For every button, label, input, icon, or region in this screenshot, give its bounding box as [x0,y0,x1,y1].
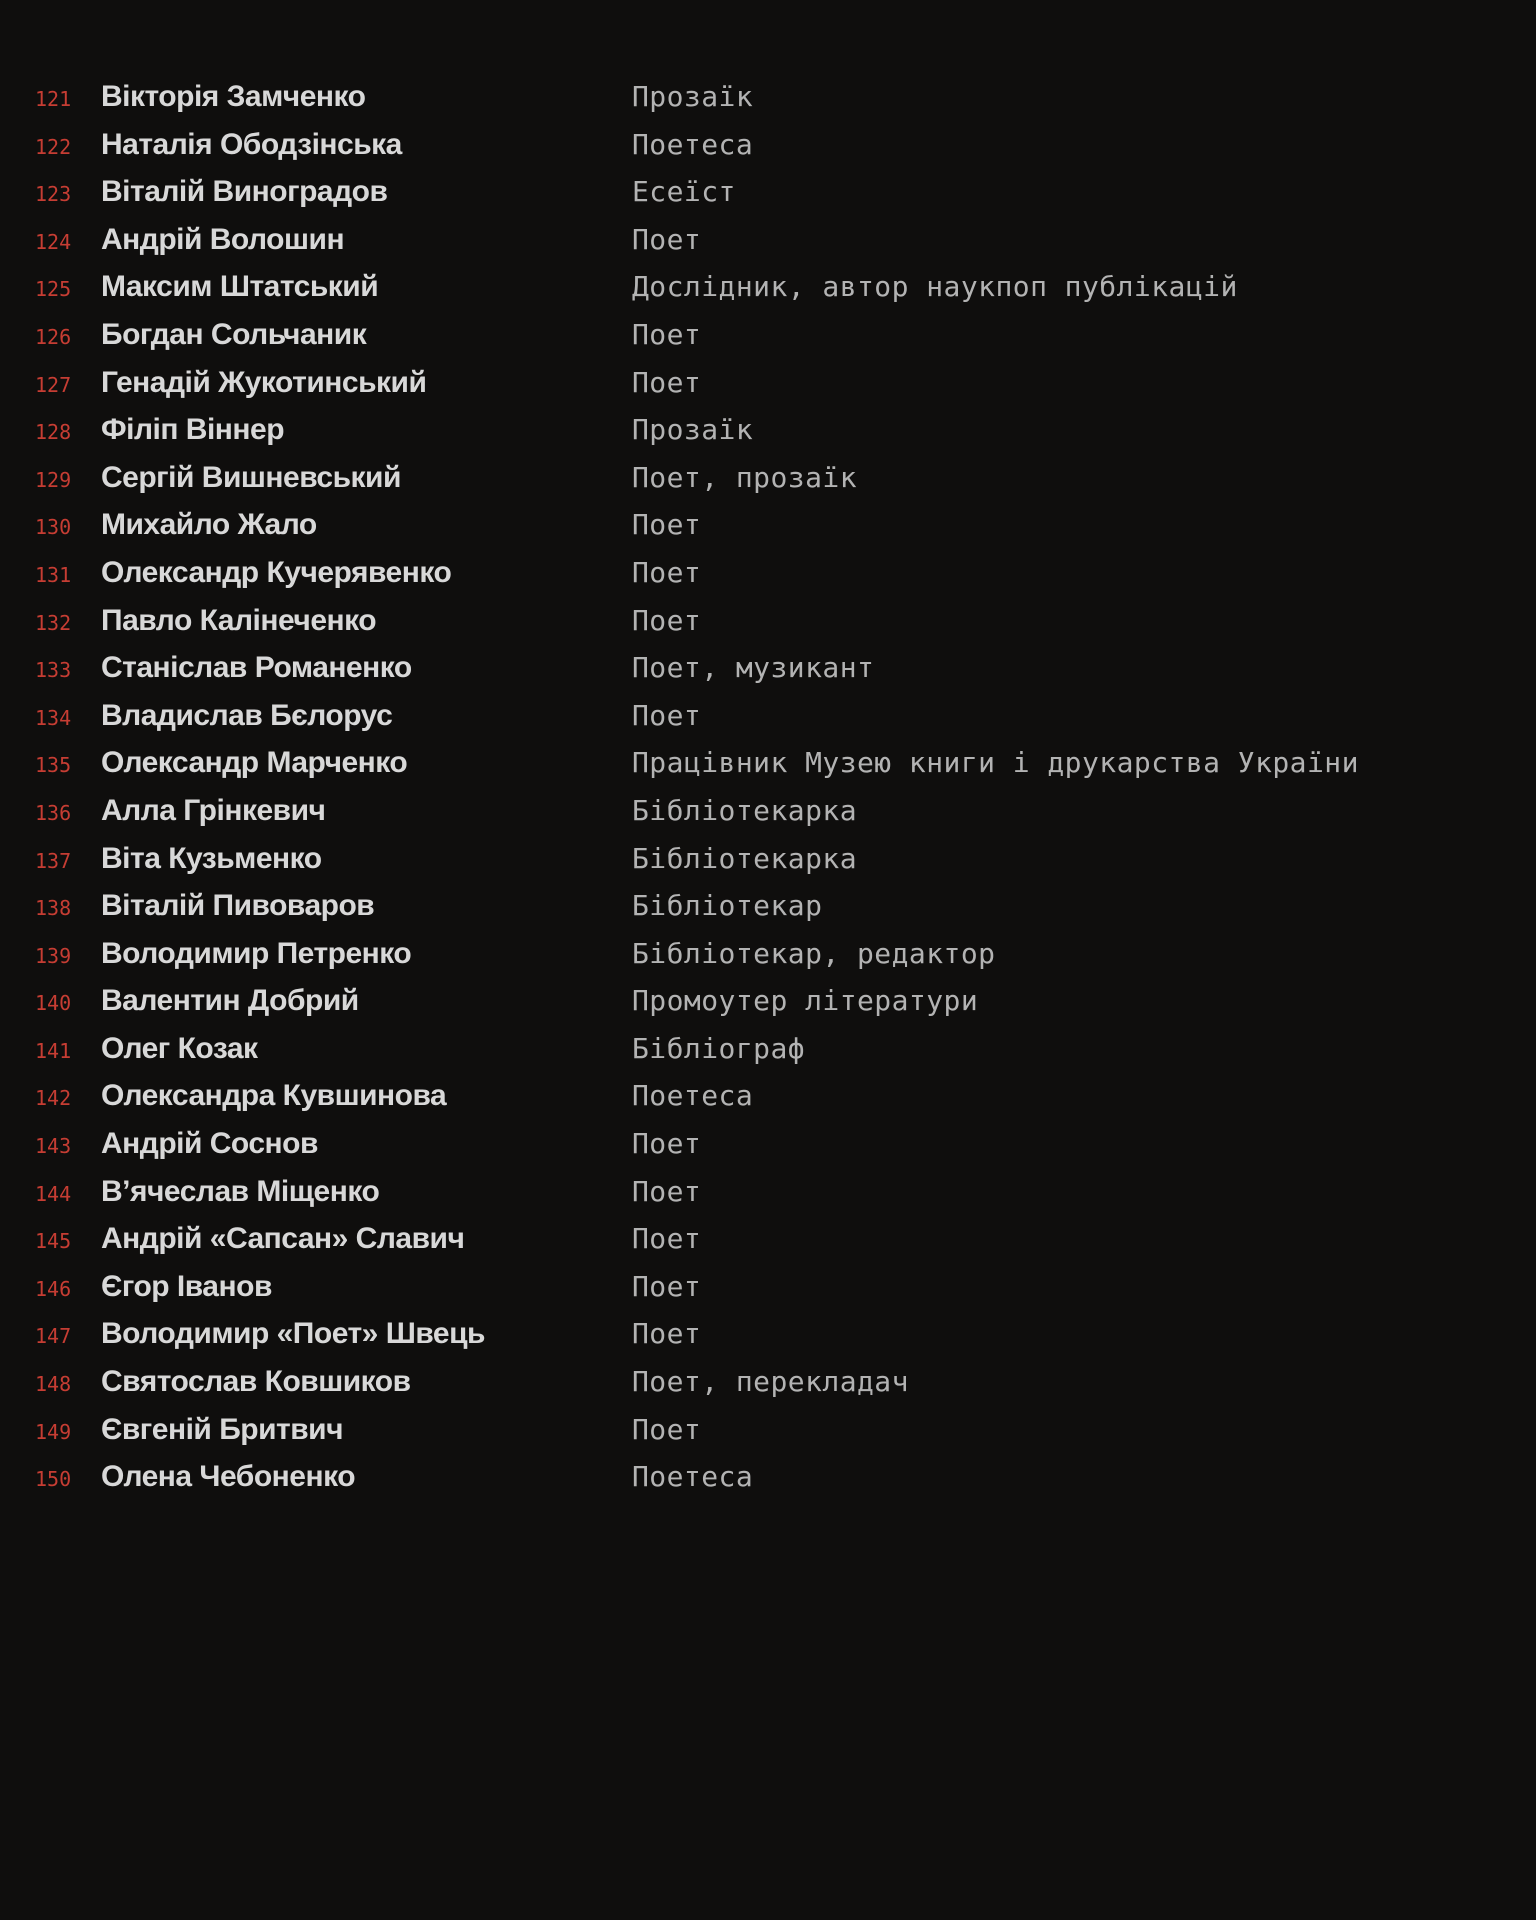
list-item [35,1358,1506,1406]
row-number: 135 [35,753,72,778]
person-role: Бібліотекар [632,889,823,923]
list-item [35,1263,1506,1311]
row-number: 141 [35,1038,72,1063]
person-name: Генадій Жукотинський [101,365,427,399]
person-role: Поет [632,1174,702,1208]
person-role: Поет [632,365,702,399]
list-item [35,692,1506,740]
person-role: Поет [632,1269,702,1303]
row-number: 145 [35,1229,72,1254]
row-number: 143 [35,1134,72,1159]
list-item [35,501,1506,549]
person-name: Валентин Добрий [101,984,359,1018]
list-item [35,1120,1506,1168]
person-role: Поетеса [632,1079,754,1113]
list-item [35,549,1506,597]
person-role: Поет [632,698,702,732]
row-number: 140 [35,991,72,1016]
person-role: Поет [632,555,702,589]
row-number: 122 [35,134,72,159]
person-role: Бібліотекарка [632,841,857,875]
list-item [35,1453,1506,1501]
person-name: Володимир Петренко [101,936,412,970]
person-role: Поет [632,1127,702,1161]
list-item [35,406,1506,454]
person-name: Олександр Кучерявенко [101,555,452,589]
list-item [35,168,1506,216]
person-name: Єгор Іванов [101,1269,272,1303]
list-item [35,1025,1506,1073]
list-item [35,311,1506,359]
row-number: 142 [35,1086,72,1111]
person-role: Есеїст [632,175,736,209]
row-number: 139 [35,943,72,968]
list-item [35,882,1506,930]
row-number: 126 [35,324,72,349]
person-role: Прозаїк [632,413,754,447]
person-role: Бібліотекар, редактор [632,936,996,970]
row-number: 128 [35,420,72,445]
person-role: Поет [632,222,702,256]
person-role: Поетеса [632,127,754,161]
list-item [35,977,1506,1025]
row-number: 148 [35,1372,72,1397]
row-number: 123 [35,182,72,207]
person-name: Вікторія Замченко [101,80,366,113]
person-name: Павло Калінеченко [101,603,377,637]
list-item [35,1168,1506,1216]
list-item [35,739,1506,787]
person-name: Владислав Бєлорус [101,698,393,732]
person-name: Сергій Вишневський [101,460,401,494]
row-number: 150 [35,1467,72,1492]
row-number: 125 [35,277,72,302]
person-name: Михайло Жало [101,508,317,542]
row-number: 127 [35,372,72,397]
row-number: 124 [35,229,72,254]
person-name: Олександра Кувшинова [101,1079,447,1113]
person-role: Поет, прозаїк [632,460,857,494]
person-role: Поет [632,1222,702,1256]
row-number: 133 [35,658,72,683]
person-role: Бібліограф [632,1031,806,1065]
person-name: Богдан Сольчаник [101,317,367,351]
person-role: Поет [632,508,702,542]
list-item [35,73,1506,121]
person-role: Промоутер літератури [632,984,979,1018]
list-item [35,1072,1506,1120]
list-item [35,263,1506,311]
person-name: Олег Козак [101,1031,258,1065]
person-name: Віта Кузьменко [101,841,322,875]
row-number: 121 [35,87,72,111]
list-item [35,216,1506,264]
person-role: Бібліотекарка [632,793,857,827]
row-number: 147 [35,1324,72,1349]
list-item [35,454,1506,502]
person-role: Прозаїк [632,80,754,113]
row-number: 137 [35,848,72,873]
list-item [35,359,1506,407]
list-item [35,1310,1506,1358]
list-item [35,1215,1506,1263]
person-name: Святослав Ковшиков [101,1365,411,1399]
list-item [35,1406,1506,1454]
list-item [35,121,1506,169]
person-role: Поет [632,1412,702,1446]
row-number: 134 [35,705,72,730]
person-name: Володимир «Поет» Швець [101,1317,485,1351]
list-item [35,930,1506,978]
row-number: 136 [35,800,72,825]
row-number: 146 [35,1276,72,1301]
list-item [35,835,1506,883]
person-role: Поетеса [632,1460,754,1494]
person-name: Олена Чебоненко [101,1460,356,1494]
person-name: Алла Грінкевич [101,793,326,827]
person-name: Станіслав Романенко [101,651,412,685]
person-name: Андрій «Сапсан» Славич [101,1222,465,1256]
person-name: Андрій Волошин [101,222,345,256]
list-item [35,644,1506,692]
row-number: 149 [35,1419,72,1444]
person-role: Поет [632,1317,702,1351]
row-number: 131 [35,562,72,587]
list-item [35,787,1506,835]
person-name: В’ячеслав Міщенко [101,1174,380,1208]
row-number: 144 [35,1181,72,1206]
person-role: Поет, перекладач [632,1365,909,1399]
person-name: Максим Штатський [101,270,379,304]
row-number: 132 [35,610,72,635]
person-name: Андрій Соснов [101,1127,318,1161]
person-role: Працівник Музею книги і друкарства України [632,746,1359,780]
person-name: Олександр Марченко [101,746,408,780]
person-name: Євгеній Бритвич [101,1412,344,1446]
person-name: Віталій Виноградов [101,175,388,209]
person-role: Поет [632,317,702,351]
list-item [35,597,1506,645]
person-role: Поет, музикант [632,651,875,685]
row-number: 138 [35,896,72,921]
person-name: Філіп Віннер [101,413,285,447]
row-number: 129 [35,467,72,492]
person-name: Наталія Ободзінська [101,127,402,161]
person-role: Дослідник, автор наукпоп публікацій [632,270,1238,304]
person-role: Поет [632,603,702,637]
person-name: Віталій Пивоваров [101,889,375,923]
row-number: 130 [35,515,72,540]
